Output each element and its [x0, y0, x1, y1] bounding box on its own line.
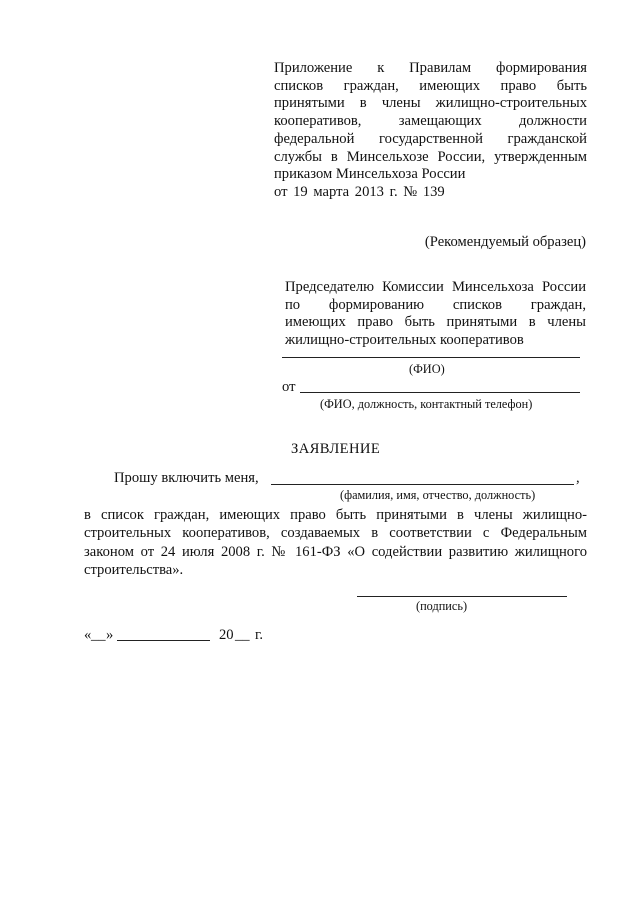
appendix-line: принятыми в члены жилищно-строительных: [274, 95, 587, 112]
date-year-prefix: 20: [219, 627, 234, 643]
body-line: строительных кооперативов, создаваемых в соответствии с Федеральным: [84, 525, 587, 542]
appendix-order-date: от 19 марта 2013 г. № 139: [274, 183, 445, 200]
date-year-suffix: г.: [255, 627, 263, 643]
request-body: [84, 506, 587, 580]
appendix-line: службы в Минсельхозе России, утвержденным: [274, 148, 587, 165]
document-title: ЗАЯВЛЕНИЕ: [291, 441, 381, 457]
request-label: Прошу включить меня,: [114, 470, 259, 486]
date-day-blank[interactable]: __: [91, 627, 106, 643]
appendix-line: кооперативов, замещающих должности: [274, 113, 587, 130]
date-month-input-line[interactable]: [117, 640, 210, 641]
request-comma: ,: [576, 470, 580, 486]
applicant-caption: (фамилия, имя, отчество, должность): [340, 488, 536, 502]
addressee-line: имеющих право быть принятыми в члены: [285, 314, 586, 331]
from-label: от: [282, 379, 296, 395]
addressee-block: [285, 279, 586, 349]
body-line: законом от 24 июля 2008 г. № 161-ФЗ «О содействии развитию жилищного: [84, 543, 587, 560]
recommended-sample-label: (Рекомендуемый образец): [424, 234, 586, 250]
addressee-line: жилищно-строительных кооперативов: [285, 331, 524, 348]
addressee-line: по формированию списков граждан,: [285, 296, 586, 313]
addressee-line: Председателю Комиссии Минсельхоза России: [285, 279, 586, 295]
date-open-quote: «: [84, 627, 92, 643]
body-line: в список граждан, имеющих право быть принятыми в члены жилищно-: [84, 507, 587, 523]
fio-input-line[interactable]: [282, 357, 580, 358]
from-caption: (ФИО, должность, контактный телефон): [320, 397, 533, 411]
applicant-input-line[interactable]: [271, 484, 574, 485]
date-close-quote: »: [106, 627, 114, 643]
fio-caption: (ФИО): [409, 362, 445, 376]
signature-input-line[interactable]: [357, 596, 567, 597]
appendix-line: федеральной государственной гражданской: [274, 130, 587, 147]
signature-caption: (подпись): [416, 599, 468, 613]
date-year-blank[interactable]: __: [235, 627, 250, 643]
from-input-line[interactable]: [300, 392, 580, 393]
appendix-line: списков граждан, имеющих право быть: [274, 77, 587, 94]
appendix-header: [274, 60, 587, 202]
body-line: строительства».: [84, 562, 184, 579]
appendix-line: Приложение к Правилам формирования: [274, 60, 587, 76]
appendix-line: приказом Минсельхоза России: [274, 166, 466, 183]
